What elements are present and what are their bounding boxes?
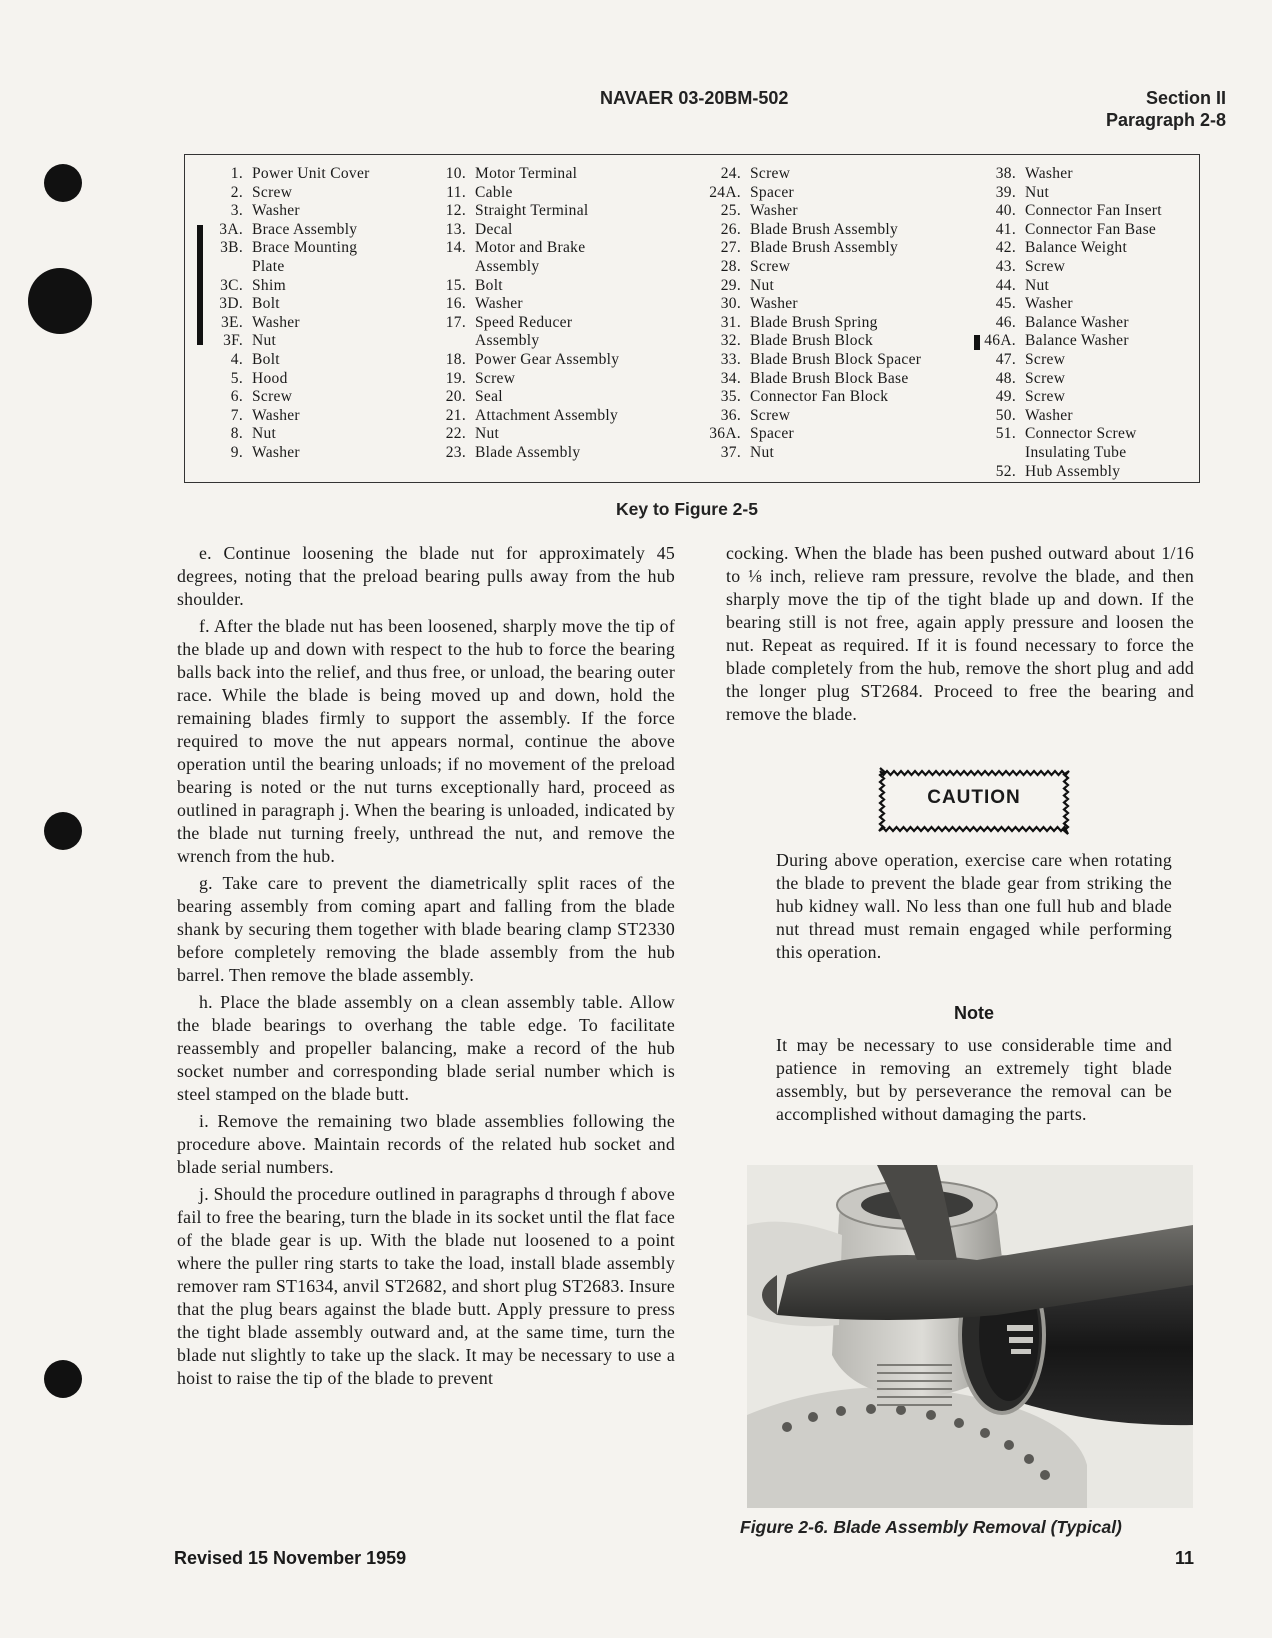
key-item-number: 48. xyxy=(995,369,1016,387)
key-item xyxy=(705,444,921,463)
key-item-label: Bolt xyxy=(475,276,503,294)
key-item-number: 26. xyxy=(720,220,741,238)
key-item-label: Brace Mounting xyxy=(252,239,358,257)
key-item xyxy=(430,407,619,426)
key-item xyxy=(207,221,370,240)
key-item-label: Screw xyxy=(750,406,791,424)
key-item-number: 34. xyxy=(720,369,741,387)
key-item xyxy=(207,425,370,444)
procedure-paragraph: f. After the blade nut has been loosened, sharply move the tip of the blade up and down with respect to the hub to force the bearing balls back into the relief, and thus free, or unload, the bearing outer race. While the blade is being moved up and down, hold the remaining blades firmly to support the assembly. If the force required to move the nut appears normal, continue the above operation until the bearing unloads; if no movement of the preload bearing is noted or the nut turns exceptionally hard, proceed as outlined in paragraph j. When the bearing is unloaded, indicated by the blade nut turning freely, unthread the nut, and remove the wrench from the hub. xyxy=(177,616,675,866)
key-item xyxy=(705,184,921,203)
blade-removal-photo xyxy=(747,1165,1193,1508)
key-item-number: 3. xyxy=(230,202,243,220)
key-item-label: Nut xyxy=(1025,183,1050,201)
key-item-number: 29. xyxy=(720,276,741,294)
procedure-paragraph: j. Should the procedure outlined in paragraphs d through f above fail to free the bearing, turn the blade in its socket until the flat face of the blade gear is up. With the blade nut loosened to a point where the puller ring starts to take the load, install blade assembly remover ram ST1634, anvil ST2682, and short plug ST2683. Insure that the plug bears against the blade butt. Apply pressure to press the tight blade assembly outward and, at the same time, turn the blade nut slightly to take up the slack. It may be necessary to use a hoist to raise the tip of the blade to prevent xyxy=(177,1184,675,1388)
key-item-number: 41. xyxy=(995,220,1016,238)
key-item-label: Screw xyxy=(252,388,293,406)
key-item xyxy=(705,425,921,444)
key-item xyxy=(207,295,370,314)
key-item xyxy=(430,314,619,333)
binder-hole xyxy=(28,268,92,334)
key-item-number: 24A. xyxy=(709,183,741,201)
key-item-label: Assembly xyxy=(475,257,540,275)
key-item xyxy=(207,332,370,351)
key-item-number: 13. xyxy=(445,220,466,238)
key-item-label: Insulating Tube xyxy=(1025,443,1127,461)
key-item-label: Blade Brush Block xyxy=(750,332,874,350)
key-item-label: Washer xyxy=(750,295,798,313)
key-item xyxy=(980,277,1162,296)
revision-date: Revised 15 November 1959 xyxy=(174,1548,407,1568)
key-item-label: Washer xyxy=(1025,295,1073,313)
key-item-label: Hood xyxy=(252,369,288,387)
key-item-label: Screw xyxy=(750,257,791,275)
key-item xyxy=(207,277,370,296)
key-item xyxy=(705,407,921,426)
change-bar xyxy=(197,225,203,345)
key-item xyxy=(207,239,370,258)
key-item-number: 36. xyxy=(720,406,741,424)
key-item xyxy=(705,221,921,240)
key-item-number: 19. xyxy=(445,369,466,387)
key-item-label: Nut xyxy=(252,332,277,350)
key-item-number: 3B. xyxy=(220,239,243,257)
key-column-4 xyxy=(980,165,1162,481)
key-item-label: Connector Screw xyxy=(1025,425,1137,443)
key-item xyxy=(980,425,1162,444)
key-item-label: Attachment Assembly xyxy=(475,406,619,424)
key-column-3 xyxy=(705,165,921,463)
key-item-label: Washer xyxy=(475,295,523,313)
key-item-number: 25. xyxy=(720,202,741,220)
key-item-label: Nut xyxy=(1025,276,1050,294)
key-item-number: 35. xyxy=(720,388,741,406)
key-item-label: Washer xyxy=(252,313,300,331)
key-item xyxy=(430,351,619,370)
doc-number: NAVAER 03-20BM-502 xyxy=(600,88,789,108)
key-item-number: 17. xyxy=(445,313,466,331)
key-item xyxy=(207,444,370,463)
key-item-label: Connector Fan Base xyxy=(1025,220,1157,238)
key-item xyxy=(705,165,921,184)
caution-title: CAUTION xyxy=(927,787,1021,808)
key-item-label: Screw xyxy=(1025,369,1066,387)
key-item-label: Nut xyxy=(252,425,277,443)
key-item xyxy=(430,332,619,351)
key-item xyxy=(980,407,1162,426)
key-item-number: 7. xyxy=(230,406,243,424)
key-item xyxy=(430,239,619,258)
key-item-number: 22. xyxy=(445,425,466,443)
key-item-number: 44. xyxy=(995,276,1016,294)
caution-text: During above operation, exercise care when rotating the blade to prevent the blade gear from striking the hub kidney wall. No less than one full hub and blade nut thread must remain engaged while performing this operation. xyxy=(776,850,1172,962)
key-item xyxy=(705,295,921,314)
paragraph-continuation: cocking. When the blade has been pushed outward about 1/16 to ⅛ inch, relieve ram pressure, revolve the blade, and then sharply move the tip of the tight blade up and down. If the bearing still is not free, again apply pressure and loosen the nut. Repeat as required. If it is found necessary to force the blade completely from the hub, remove the short plug and add the longer plug ST2684. Proceed to free the bearing and remove the blade. xyxy=(726,543,1194,724)
key-item-number: 5. xyxy=(230,369,243,387)
key-item xyxy=(980,239,1162,258)
key-item-number: 16. xyxy=(445,295,466,313)
section-label: Section II xyxy=(1145,88,1226,108)
key-item-number: 46. xyxy=(995,313,1016,331)
key-item-number: 46A. xyxy=(984,332,1016,350)
key-item-number: 20. xyxy=(445,388,466,406)
key-item xyxy=(980,444,1162,463)
key-item-number: 24. xyxy=(720,165,741,182)
key-item-label: Blade Brush Assembly xyxy=(750,220,899,238)
key-item-label: Washer xyxy=(1025,165,1073,182)
key-column-1 xyxy=(207,165,370,463)
key-item-label: Screw xyxy=(252,183,293,201)
key-item-label: Screw xyxy=(475,369,516,387)
key-item xyxy=(705,332,921,351)
key-item xyxy=(980,184,1162,203)
key-item-number: 2. xyxy=(230,183,243,201)
key-item-label: Washer xyxy=(252,406,300,424)
key-item-label: Brace Assembly xyxy=(252,220,358,238)
key-item xyxy=(980,314,1162,333)
key-item-label: Blade Brush Block Base xyxy=(750,369,909,387)
key-item-label: Power Gear Assembly xyxy=(475,350,620,368)
key-item-number: 18. xyxy=(445,350,466,368)
key-item xyxy=(980,370,1162,389)
key-item-number: 36A. xyxy=(709,425,741,443)
key-item-number: 37. xyxy=(720,443,741,461)
key-item-label: Shim xyxy=(252,276,286,294)
key-item-number: 3F. xyxy=(223,332,243,350)
key-item-number: 45. xyxy=(995,295,1016,313)
key-item xyxy=(430,444,619,463)
caution-box xyxy=(877,767,1071,835)
key-item-number: 39. xyxy=(995,183,1016,201)
key-item-number: 10. xyxy=(445,165,466,182)
key-item-number: 3D. xyxy=(219,295,243,313)
key-item xyxy=(705,277,921,296)
key-item xyxy=(980,332,1162,351)
key-item xyxy=(705,351,921,370)
key-item-label: Screw xyxy=(1025,257,1066,275)
key-item-number: 3C. xyxy=(220,276,243,294)
note-text: It may be necessary to use considerable time and patience in removing an extremely tight blade assembly, but by perseverance the removal can be accomplished without damaging the parts. xyxy=(776,1035,1172,1124)
key-item-label: Decal xyxy=(475,220,513,238)
key-item xyxy=(207,258,370,277)
key-item-number: 21. xyxy=(445,406,466,424)
note-title: Note xyxy=(954,1003,994,1023)
key-item xyxy=(207,314,370,333)
key-item-number: 14. xyxy=(445,239,466,257)
key-item-number: 33. xyxy=(720,350,741,368)
key-item-label: Blade Brush Block Spacer xyxy=(750,350,922,368)
page-number: 11 xyxy=(1174,1548,1194,1568)
procedure-paragraph: e. Continue loosening the blade nut for approximately 45 degrees, noting that the preload bearing pulls away from the hub shoulder. xyxy=(177,543,675,609)
key-item xyxy=(430,388,619,407)
key-item-label: Cable xyxy=(475,183,513,201)
key-item-label: Power Unit Cover xyxy=(252,165,370,182)
key-item-label: Spacer xyxy=(750,183,794,201)
binder-hole xyxy=(44,164,82,202)
key-column-2 xyxy=(430,165,619,463)
key-item xyxy=(430,370,619,389)
binder-hole xyxy=(44,1360,82,1398)
key-item-label: Bolt xyxy=(252,295,280,313)
key-item xyxy=(207,351,370,370)
key-item xyxy=(207,388,370,407)
key-item xyxy=(207,407,370,426)
key-item xyxy=(980,295,1162,314)
key-item-label: Motor Terminal xyxy=(475,165,578,182)
key-item xyxy=(705,370,921,389)
key-item-number: 11. xyxy=(446,183,466,201)
key-item-number: 32. xyxy=(720,332,741,350)
key-item-number: 47. xyxy=(995,350,1016,368)
key-item-number: 38. xyxy=(995,165,1016,182)
key-item-label: Washer xyxy=(750,202,798,220)
key-item-label: Nut xyxy=(750,443,775,461)
key-item-label: Balance Weight xyxy=(1025,239,1128,257)
key-item-label: Screw xyxy=(1025,388,1066,406)
key-item-number: 3A. xyxy=(219,220,243,238)
key-item-label: Assembly xyxy=(475,332,540,350)
key-item xyxy=(430,277,619,296)
key-item-label: Spacer xyxy=(750,425,794,443)
key-item-label: Connector Fan Block xyxy=(750,388,889,406)
key-item xyxy=(430,258,619,277)
key-item xyxy=(980,221,1162,240)
key-item-label: Nut xyxy=(475,425,500,443)
key-caption: Key to Figure 2-5 xyxy=(616,499,758,519)
key-item xyxy=(207,165,370,184)
figure-caption: Figure 2-6. Blade Assembly Removal (Typical) xyxy=(740,1517,1122,1537)
key-item-number: 1. xyxy=(230,165,243,182)
key-item-number: 51. xyxy=(995,425,1016,443)
key-item-number: 6. xyxy=(230,388,243,406)
key-item-label: Balance Washer xyxy=(1025,313,1129,331)
key-item xyxy=(207,202,370,221)
key-item-label: Seal xyxy=(475,388,503,406)
key-item-number: 15. xyxy=(445,276,466,294)
key-item xyxy=(430,425,619,444)
key-item-label: Nut xyxy=(750,276,775,294)
key-item-number: 31. xyxy=(720,313,741,331)
key-item-number: 30. xyxy=(720,295,741,313)
key-item-label: Blade Assembly xyxy=(475,443,581,461)
key-item-number: 52. xyxy=(995,462,1016,480)
key-item xyxy=(705,239,921,258)
key-item-label: Speed Reducer xyxy=(475,313,573,331)
key-item-number: 49. xyxy=(995,388,1016,406)
key-item-number: 23. xyxy=(445,443,466,461)
key-item-label: Plate xyxy=(252,257,285,275)
procedure-paragraph: h. Place the blade assembly on a clean assembly table. Allow the blade bearings to overhang the table edge. To facilitate reassembly and propeller balancing, make a record of the hub socket number and corresponding blade serial number which is steel stamped on the blade butt. xyxy=(177,992,675,1104)
key-item-number: 40. xyxy=(995,202,1016,220)
key-item xyxy=(980,463,1162,482)
key-item-number: 3E. xyxy=(221,313,243,331)
paragraph-label: Paragraph 2-8 xyxy=(1105,110,1226,130)
key-item-number: 12. xyxy=(445,202,466,220)
key-item xyxy=(980,258,1162,277)
key-item-label: Screw xyxy=(750,165,791,182)
key-item xyxy=(705,202,921,221)
left-column xyxy=(177,542,675,1394)
key-item-label: Connector Fan Insert xyxy=(1025,202,1162,220)
key-item-label: Bolt xyxy=(252,350,280,368)
key-item xyxy=(430,221,619,240)
key-item xyxy=(980,388,1162,407)
key-item-number: 28. xyxy=(720,257,741,275)
key-item-label: Blade Brush Spring xyxy=(750,313,878,331)
key-item xyxy=(705,258,921,277)
figure-key-table xyxy=(184,154,1200,483)
procedure-paragraph: i. Remove the remaining two blade assemblies following the procedure above. Maintain records of the related hub socket and blade serial numbers. xyxy=(177,1111,675,1177)
key-item xyxy=(430,295,619,314)
key-item-label: Blade Brush Assembly xyxy=(750,239,899,257)
key-item-number: 8. xyxy=(230,425,243,443)
key-item xyxy=(430,202,619,221)
key-item-label: Balance Washer xyxy=(1025,332,1129,350)
key-item xyxy=(430,184,619,203)
key-item xyxy=(207,184,370,203)
binder-hole xyxy=(44,812,82,850)
key-item-label: Washer xyxy=(1025,406,1073,424)
key-item xyxy=(705,314,921,333)
right-column xyxy=(726,542,1194,730)
key-item-number: 42. xyxy=(995,239,1016,257)
key-item-number: 50. xyxy=(995,406,1016,424)
procedure-paragraph: g. Take care to prevent the diametrically split races of the bearing assembly from coming apart and falling from the blade shank by securing them together with blade bearing clamp ST2330 before completely removing the blade assembly from the hub barrel. Then remove the blade assembly. xyxy=(177,873,675,985)
key-item-label: Washer xyxy=(252,443,300,461)
key-item-label: Washer xyxy=(252,202,300,220)
key-item xyxy=(705,388,921,407)
key-item xyxy=(980,351,1162,370)
key-item-label: Screw xyxy=(1025,350,1066,368)
key-item-number: 43. xyxy=(995,257,1016,275)
key-item-label: Hub Assembly xyxy=(1025,462,1121,480)
key-item-label: Straight Terminal xyxy=(475,202,589,220)
key-item xyxy=(430,165,619,184)
key-item-number: 27. xyxy=(720,239,741,257)
key-item xyxy=(980,165,1162,184)
key-item-label: Motor and Brake xyxy=(475,239,586,257)
key-item xyxy=(207,370,370,389)
key-item-number: 9. xyxy=(230,443,243,461)
key-item xyxy=(980,202,1162,221)
key-item-number: 4. xyxy=(230,350,243,368)
